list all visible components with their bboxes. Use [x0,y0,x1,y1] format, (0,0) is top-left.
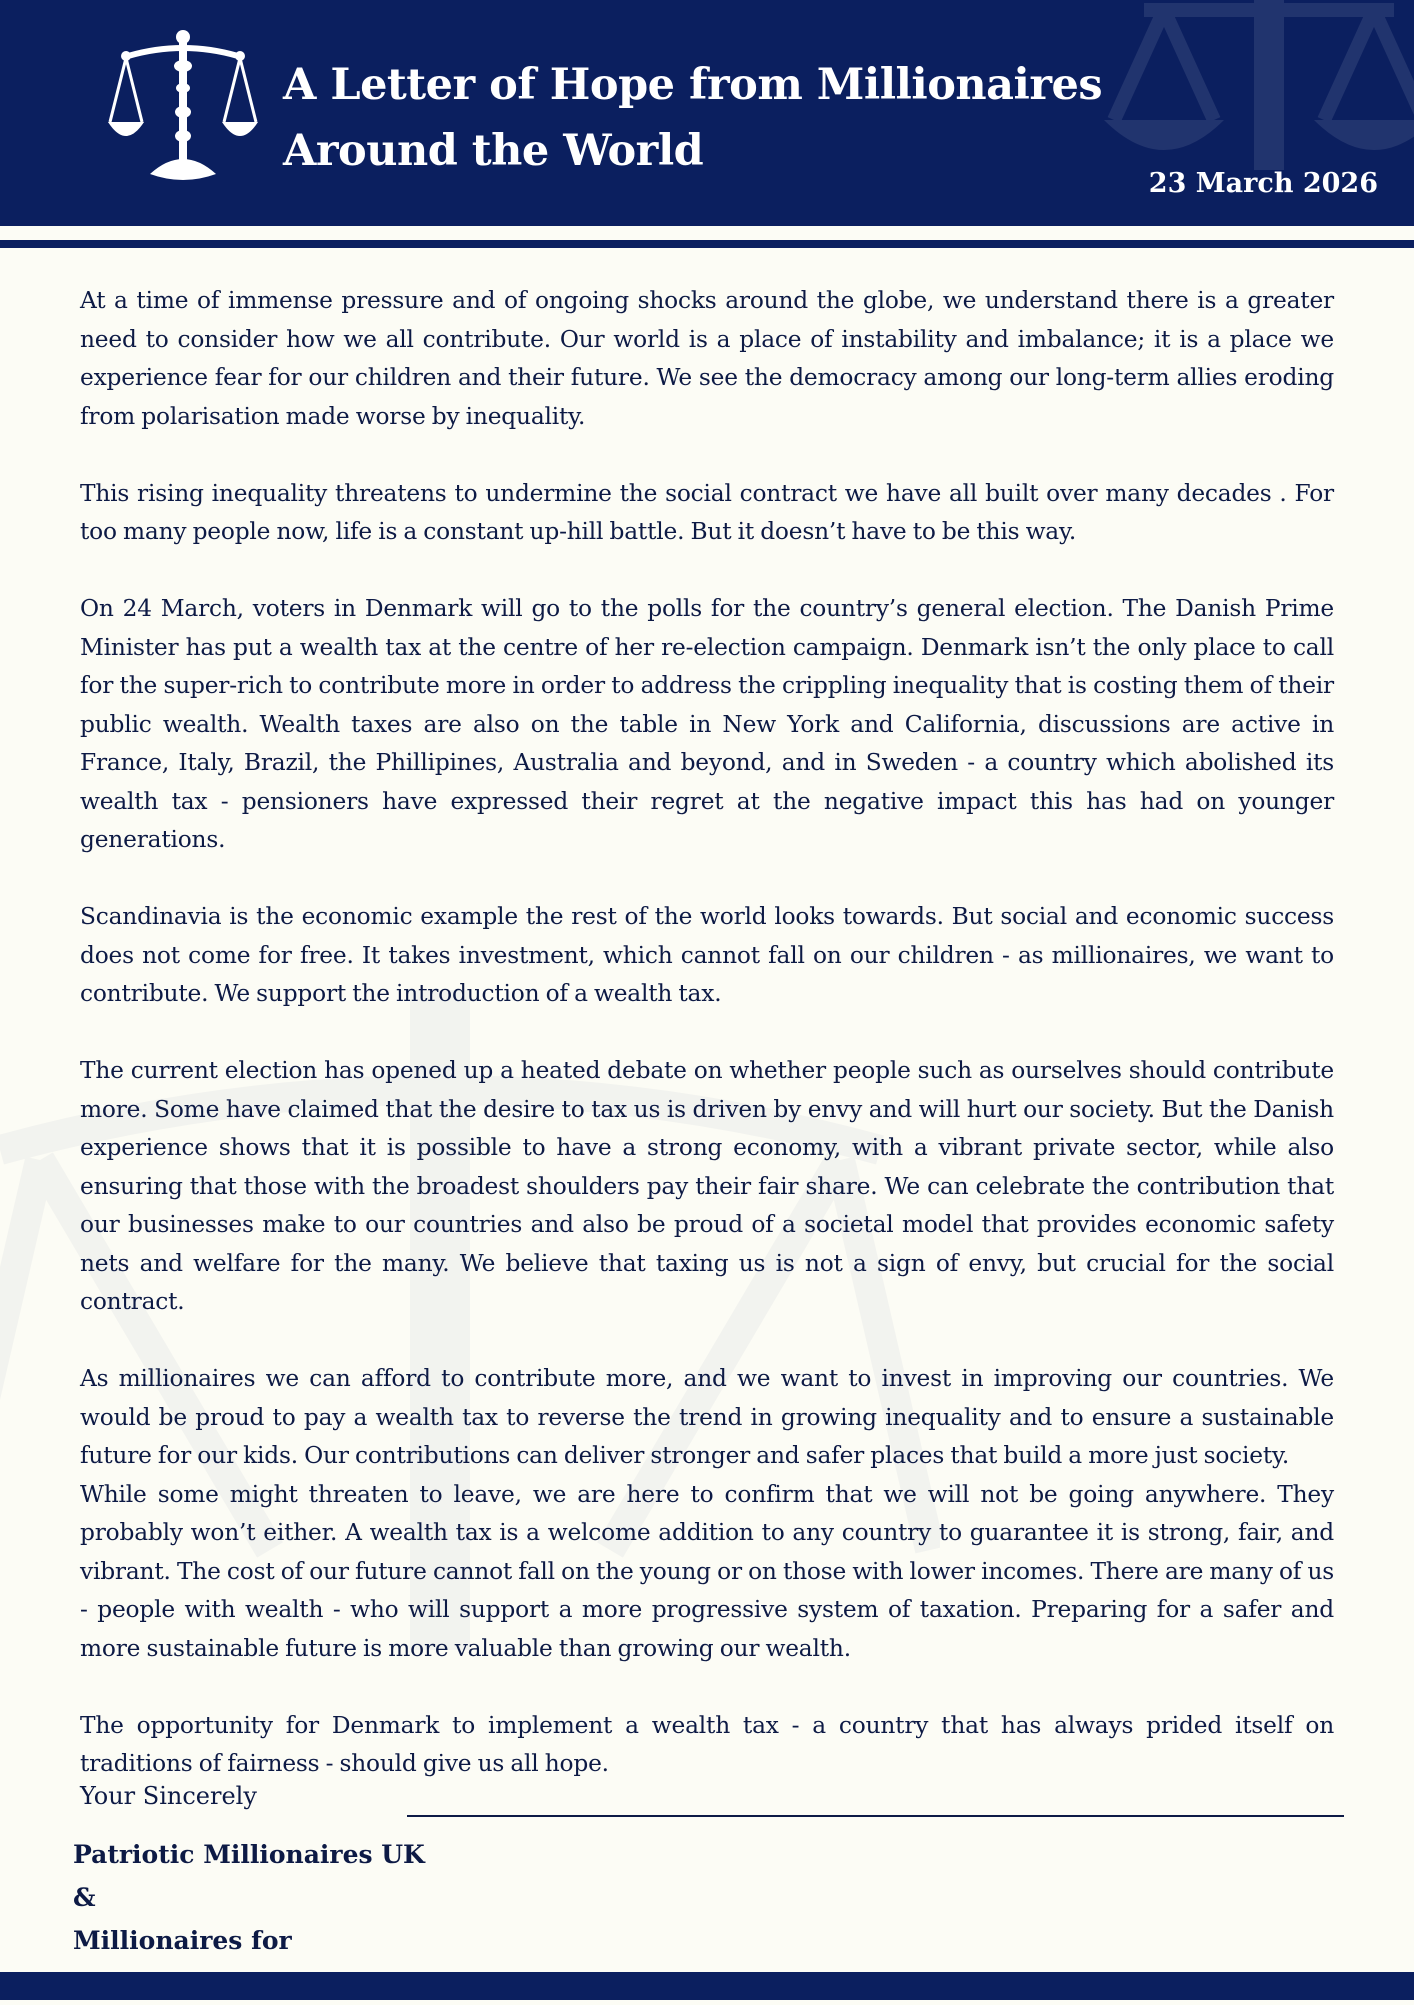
footer-bar [0,1972,1414,2000]
scales-of-justice-icon [108,26,258,186]
sign-off: Your Sincerely [80,1782,257,1810]
header-banner [0,0,1414,226]
title-line-1: A Letter of Hope from Millionaires [283,60,1103,110]
paragraph-1: At a time of immense pressure and of ongoing shocks around the globe, we understand there is a greater need to consider how we all contribute. Our world is a place of instability and imbalance; it is a place we experience fear for our children and their future. We see the democracy among our long-term allies eroding from polarisation made worse by inequality. [80,287,1334,430]
paragraph-2: This rising inequality threatens to undermine the social contract we have all built over many decades . For too many people now, life is a constant up-hill battle. But it doesn’t have to be this way. [80,479,1334,545]
signatory-line-2: Millionaires for [73,1926,292,1955]
title-line-2: Around the World [283,126,704,176]
signature-line [407,1815,1344,1817]
signatory-line-1: Patriotic Millionaires UK & [73,1840,425,1912]
paragraph-4: Scandinavia is the economic example the rest of the world looks towards. But social and economic success does not come for free. It takes investment, which cannot fall on our children - as millionaires, we want to contribute. We support the introduction of a wealth tax. [80,903,1334,1007]
paragraph-8: The opportunity for Denmark to implement a wealth tax - a country that has always prided itself on traditions of fairness - should give us all hope. [80,1711,1334,1777]
paragraph-7: While some might threaten to leave, we are here to confirm that we will not be going anywhere. They probably won’t either. A wealth tax is a welcome addition to any country to guarantee it is strong, fair, and vibrant. The cost of our future cannot fall on the young or on those with lower incomes. There are many of us - people with wealth - who will support a more progressive system of taxation. Preparing for a safer and more sustainable future is more valuable than growing our wealth. [80,1480,1334,1662]
letter-date: 23 March 2026 [1148,168,1378,199]
header-divider [0,240,1414,248]
paragraph-3: On 24 March, voters in Denmark will go to the polls for the country’s general election. The Danish Prime Minister has put a wealth tax at the centre of her re-election campaign. Denmark isn’t the only place to call for the super-rich to contribute more in order to address the crippling inequality that is costing them of their public wealth. Wealth taxes are also on the table in New York and California, discussions are active in France, Italy, Brazil, the Phillipines, Australia and beyond, and in Sweden - a country which abolished its wealth tax - pensioners have expressed their regret at the negative impact this has had on younger generations. [80,595,1334,853]
paragraph-5: The current election has opened up a heated debate on whether people such as ourselves should contribute more. Some have claimed that the desire to tax us is driven by envy and will hurt our society. But the Danish experience shows that it is possible to have a strong economy, with a vibrant private sector, while also ensuring that those with the broadest shoulders pay their fair share. We can celebrate the contribution that our businesses make to our countries and also be proud of a societal model that provides economic safety nets and welfare for the many. We believe that taxing us is not a sign of envy, but crucial for the social contract. [80,1057,1334,1315]
paragraph-6: As millionaires we can afford to contribute more, and we want to invest in improving our countries. We would be proud to pay a wealth tax to reverse the trend in growing inequality and to ensure a sustainable future for our kids. Our contributions can deliver stronger and safer places that build a more just society. [80,1365,1334,1469]
page-title [283,52,1103,184]
scales-watermark-icon [1104,0,1414,170]
letter-body [80,282,1334,1822]
